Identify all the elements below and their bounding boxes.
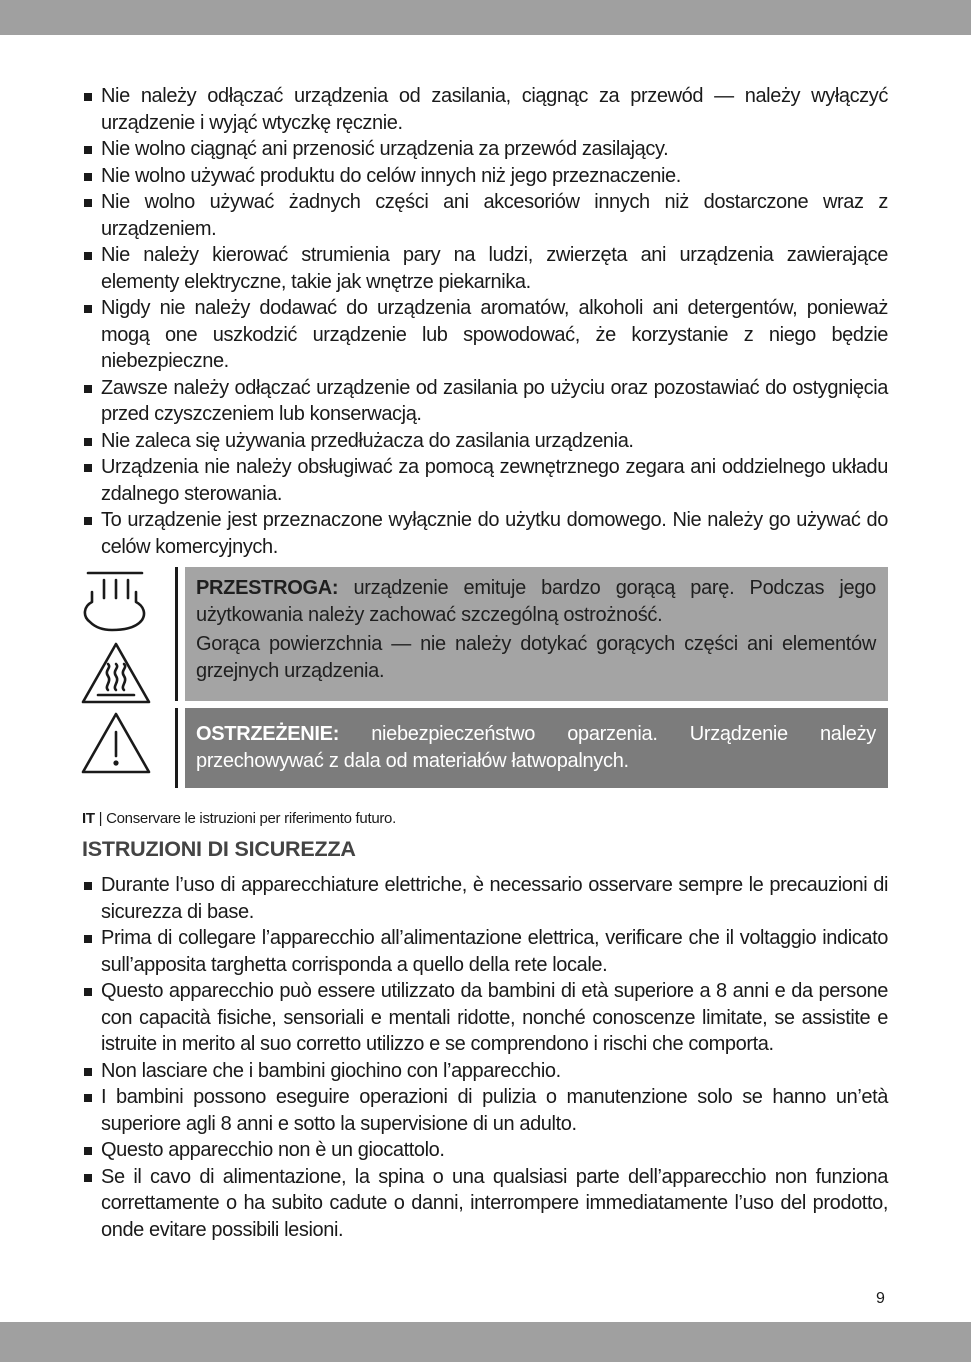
bottom-band: [0, 1322, 971, 1362]
list-item: Nie należy odłączać urządzenia od zasilania, ciągnąc za przewód — należy wyłączyć urządzenie i wyjąć wtyczkę ręcznie.: [82, 83, 888, 136]
warning-icon: [80, 710, 154, 781]
list-item: Nie zaleca się używania przedłużacza do zasilania urządzenia.: [82, 428, 888, 455]
warning-text: niebezpieczeństwo oparzenia. Urządzenie należy przechowywać z dala od materiałów łatwopalnych.: [196, 723, 876, 772]
section-heading: ISTRUZIONI DI SICUREZZA: [82, 837, 356, 861]
caution-divider: [175, 567, 178, 701]
separator: |: [94, 810, 107, 827]
page-number: 9: [876, 1290, 885, 1307]
hot-surface-icon: [80, 640, 154, 711]
steam-hand-icon: [80, 570, 154, 641]
it-intro: [82, 810, 396, 827]
polish-safety-list: [82, 83, 888, 560]
caution-notice: [185, 567, 888, 701]
hot-surface-text: Gorąca powierzchnia — nie należy dotykać gorących części ani elementów grzejnych urządzenia.: [196, 633, 876, 682]
list-item: To urządzenie jest przeznaczone wyłącznie do użytku domowego. Nie należy go używać do celów komercyjnych.: [82, 507, 888, 560]
intro-text: Conservare le istruzioni per riferimento futuro.: [106, 810, 396, 827]
list-item: Nie wolno używać żadnych części ani akcesoriów innych niż dostarczone wraz z urządzeniem.: [82, 189, 888, 242]
language-code: IT: [82, 810, 95, 827]
list-item: Nie wolno ciągnąć ani przenosić urządzenia za przewód zasilający.: [82, 136, 888, 163]
list-item: Se il cavo di alimentazione, la spina o una qualsiasi parte dell’apparecchio non funziona correttamente o ha subito cadute o danni, interrompere immediatamente l’uso del prodotto, onde evitare possibili lesioni.: [82, 1164, 888, 1244]
list-item: Urządzenia nie należy obsługiwać za pomocą zewnętrznego zegara ani oddzielnego układu zdalnego sterowania.: [82, 454, 888, 507]
top-band: [0, 0, 971, 35]
list-item: Zawsze należy odłączać urządzenie od zasilania po użyciu oraz pozostawiać do ostygnięcia przed czyszczeniem lub konserwacją.: [82, 375, 888, 428]
caution-label: PRZESTROGA:: [196, 577, 339, 599]
list-item: Nie wolno używać produktu do celów innych niż jego przeznaczenie.: [82, 163, 888, 190]
list-item: Nie należy kierować strumienia pary na ludzi, zwierzęta ani urządzenia zawierające elementy elektryczne, takie jak wnętrze piekarnika.: [82, 242, 888, 295]
list-item: Questo apparecchio non è un giocattolo.: [82, 1137, 888, 1164]
warning-divider: [175, 708, 178, 788]
list-item: Nigdy nie należy dodawać do urządzenia aromatów, alkoholi ani detergentów, ponieważ mogą one uszkodzić urządzenie lub spowodować, że korzystanie z niego będzie niebezpieczne.: [82, 295, 888, 375]
warning-label: OSTRZEŻENIE:: [196, 723, 340, 745]
list-item: Durante l’uso di apparecchiature elettriche, è necessario osservare sempre le precauzioni di sicurezza di base.: [82, 872, 888, 925]
list-item: I bambini possono eseguire operazioni di pulizia o manutenzione solo se hanno un’età superiore agli 8 anni e sotto la supervisione di un adulto.: [82, 1084, 888, 1137]
list-item: Questo apparecchio può essere utilizzato da bambini di età superiore a 8 anni e da persone con capacità fisiche, sensoriali e mentali ridotte, nonché conoscenze limitate, se assistite e istruite in merito al suo corretto utilizzo e se comprendono i rischi che comporta.: [82, 978, 888, 1058]
list-item: Non lasciare che i bambini giochino con l’apparecchio.: [82, 1058, 888, 1085]
caution-text: urządzenie emituje bardzo gorącą parę. Podczas jego użytkowania należy zachować szczególną ostrożność.: [196, 577, 876, 626]
list-item: Prima di collegare l’apparecchio all’alimentazione elettrica, verificare che il voltaggio indicato sull’apposita targhetta corrisponda a quello della rete locale.: [82, 925, 888, 978]
italian-safety-list: [82, 872, 888, 1243]
warning-notice: [185, 708, 888, 788]
